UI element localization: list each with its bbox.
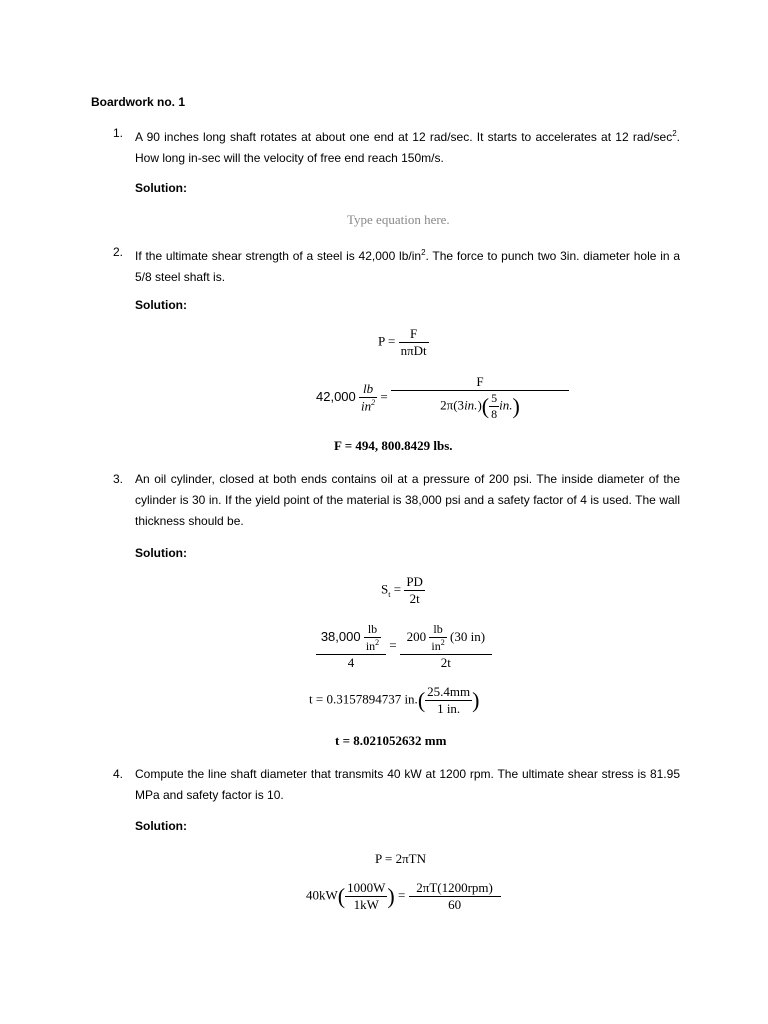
equation-shear-substitution: 42,000 $\frac{lb}{in^2}$ = F 2π(3in.)( $\frac{5}{8}$ in.) <box>316 374 569 422</box>
equation-power-substitution: 40kW( $\frac{1000W}{1kW}$ ) = $\frac{\text{2πT(1200rpm)}}{60}$ <box>306 880 501 913</box>
problem-2 <box>113 242 680 286</box>
problem-text: An oil cylinder, closed at both ends contains oil at a pressure of 200 psi. The inside diameter of the cylinder is 30 in. If the yield point of the material is 38,000 psi and a safety factor of 4 is used. The wall thickness should be. <box>135 472 680 528</box>
equation-stress-substitution: 38,000 $\frac{lb}{in^2}$ 4 = 200 $\frac{lb}{in^2}$ (30 in) 2t <box>316 622 492 671</box>
problem-text: A 90 inches long shaft rotates at about one end at 12 rad/sec. It starts to accelerates at 12 rad/$\sec^2$. How long in-sec will the velocity of free end reach 150m/s. <box>135 129 680 165</box>
document-title: Boardwork no. 1 <box>91 95 186 109</box>
solution-label: Solution: <box>135 819 187 833</box>
problem-text: If the ultimate shear strength of a steel is 42,000 $lb/in^2$. The force to punch two 3in. diameter hole in a 5/8 steel shaft is. <box>135 248 680 284</box>
equation-p-force: P = $\frac{F}{\text{nπDt}}$ <box>378 326 427 358</box>
problem-3 <box>113 469 680 532</box>
problem-1 <box>113 123 680 167</box>
solution-label: Solution: <box>135 181 187 195</box>
result-force: F = 494, 800.8429 lbs. <box>334 438 453 453</box>
problem-number: 3. <box>113 472 124 486</box>
equation-power: P = 2πTN <box>375 851 426 866</box>
equation-placeholder[interactable]: Type equation here. <box>347 212 450 227</box>
solution-label: Solution: <box>135 546 187 560</box>
solution-label: Solution: <box>135 298 187 312</box>
problem-number: 4. <box>113 767 124 781</box>
problem-text: Compute the line shaft diameter that transmits 40 kW at 1200 rpm. The ultimate shear stress is 81.95 MPa and safety factor is 10. <box>135 767 680 802</box>
equation-thickness-conversion: t = 0.3157894737 in.( $\frac{25.4mm}{1 in.}$ ) <box>309 684 480 716</box>
problem-4 <box>113 764 680 808</box>
equation-hoop-stress: $S_t$ = $\frac{PD}{2t}$ <box>381 574 423 606</box>
problem-number: 1. <box>113 126 124 140</box>
problem-number: 2. <box>113 245 124 259</box>
result-thickness: t = 8.021052632 mm <box>335 733 447 748</box>
